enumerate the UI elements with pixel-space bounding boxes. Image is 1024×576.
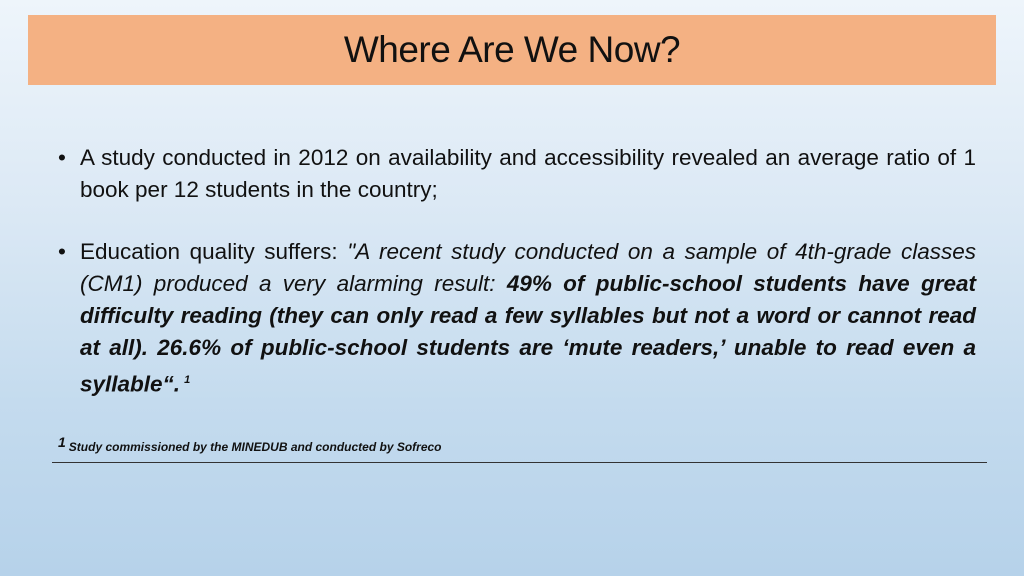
bullet-item-study-ratio — [58, 142, 976, 206]
footnote-reference: 1 — [184, 374, 191, 386]
footnote-text: Study commissioned by the MINEDUB and conducted by Sofreco — [68, 440, 442, 454]
quote-bold-text: 49% of public-school students have great difficulty reading (they can only read a few syllables but not a word or cannot read at all). 26.6% of public-school students are ‘mute readers,’ unable to read even a syllable“. — [80, 271, 976, 397]
slide-content — [58, 142, 976, 401]
bullet-marker: • — [58, 145, 66, 170]
footnote-divider — [52, 462, 987, 463]
footnote-mark: 1 — [58, 434, 66, 450]
title-bar — [28, 15, 996, 85]
slide-title: Where Are We Now? — [343, 29, 681, 70]
bullet-text: A study conducted in 2012 on availability and accessibility revealed an average ratio of 1 book per 12 students in the country; — [80, 145, 976, 202]
footnote — [58, 434, 442, 454]
bullet-marker: • — [58, 239, 66, 264]
quote-italic-text: "A recent study conducted on a sample of 4th-grade classes (CM1) produced a very alarming result: — [80, 239, 977, 296]
bullet-lead-text: Education quality suffers: — [80, 239, 348, 264]
bullet-item-education-quality — [58, 236, 976, 401]
